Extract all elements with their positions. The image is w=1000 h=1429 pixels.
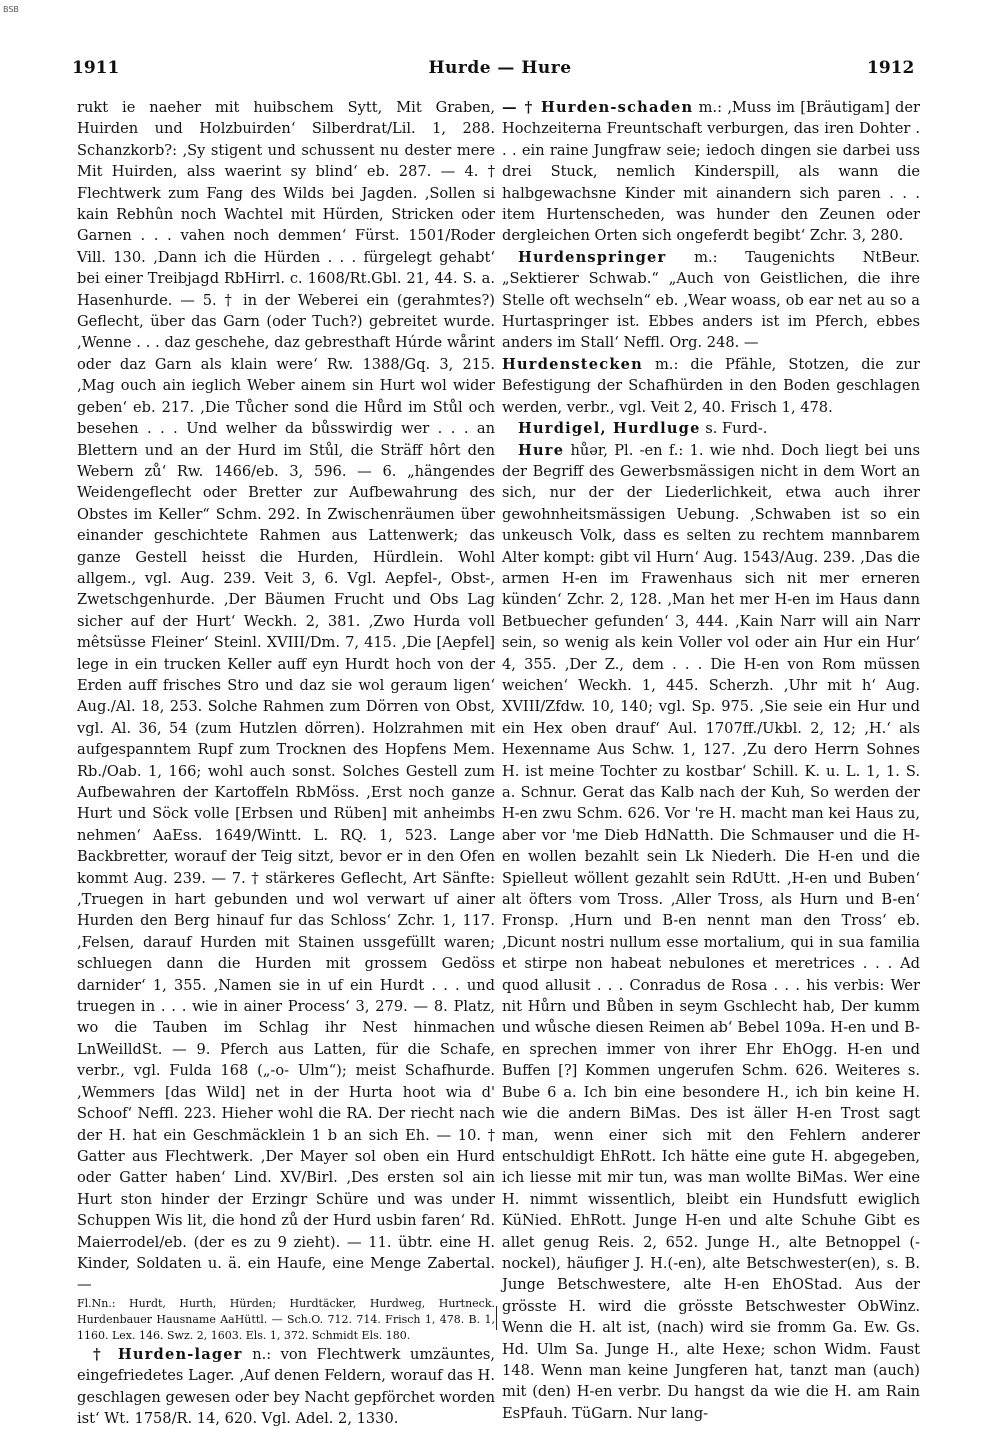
- entry-text: hůər, Pl. -en f.: 1. wie nhd. Doch liegt bei uns der Begriff des Gewerbsmässigen nicht in dem Wort an sich, nur der der Liederlichkeit, etwa auch ihrer gewohnheitsmässigen Uebung. ‚Schwaben ist so ein unkeusch Volk, dass es selten zu rechtem mannbarem Alter kompt: gibt vil Hurn‘ Aug. 1543/Aug. 239. ‚Das die armen H-en im Frawenhaus sich nit mer erneren künden‘ Zchr. 2, 128. ‚Man het mer H-en im Haus dann Betbuecher gefunden‘ 3, 444. ‚Kain Narr will ain Narr sein, so wenig als kein Voller vol oder ain Hur ein Hur‘ 4, 355. ‚Der Z., dem . . . Die H-en von Rom müssen weichen‘ Weckh. 1, 445. Scherzh. ‚Uhr mit h‘ Aug. XVIII/Zfdw. 10, 140; vgl. Sp. 975. ‚Sie seie ein Hur und ein Hex oben drauf‘ Aul. 1707ff./Ukbl. 2, 12; ‚H.‘ als Hexenname Aus Schw. 1, 127. ‚Zu dero Herrn Sohnes H. ist meine Tochter zu kostbar‘ Schill. K. u. L. 1, 1. S. a. Schnur. Gerat das Kalb nach der Kuh, So werden der H-en zwu Schm. 626. Vor 're H. macht man kei Haus zu, aber vor 'me Dieb HdNatth. Die Schmauser und die H-en wollen bezahlt sein Lk Niederh. Die H-en und die Spielleut wöllent gezahlt sein RdUtt. ‚H-en und Buben‘ alt öfters vom Tross. ‚Aller Tross, als Hurn und B-en‘ Fronsp. ‚Hurn und B-en nennt man den Tross‘ eb. ‚Dicunt nostri nullum esse mortalium, qui in sua familia et stirpe non habeat nebulones et meretrices . . . Ad quod allusit . . . Conradus de Rosa . . . his verbis: Wer nit Hůrn und Bůben in seym Gschlecht hab, Der kumm und wůsche diesen Reimen ab‘ Bebel 109a. H-en und B-en sprechen immer von ihrer Ehr EhOgg. H-en und Buffen [?] Kommen ungerufen Schm. 626. Weiteres s. Bube 6 a. Ich bin eine besondere H., ich bin keine H. wie die andern BiMas. Des ist äller H-en Trost sagt man, wenn einer sich mit den Fehlern anderer entschuldigt EhRott. Ich hätte eine gute H. abgegeben, ich liesse mit mir tun, was man wollte BiMas. Wer eine H. nimmt wissentlich, bleibt ein Hundsfutt ewiglich KüNied. EhRott. Junge H-en und alte Schuhe Gibt es allet genug Reis. 2, 652. Junge H., alte Betnoppel (-nockel), häufiger J. H.(-en), alte Betschwester(en), s. B. Junge Betschwestere, alte H-en EhOStad. Aus der grösste H. wird die grösste Betschwester ObWinz. Wenn die H. alt ist, (nach) wird sie fromm Ga. Ew. Gs. Hd. Ulm Sa. Junge H., alte Hexe; schon Widm. Faust 148. Wenn man keine Jungferen hat, tanzt man (auch) mit (den) H-en verbr. Du hangst da wie die H. am Rain EsPfauh. TüGarn. Nur lang-: [502, 441, 920, 1422]
- entry-hurden-lager: [77, 1344, 495, 1429]
- headword: — † Hurden-schaden: [502, 99, 694, 116]
- headword: Hurdenstecken: [502, 355, 643, 373]
- entry-hurden-schaden: [502, 97, 920, 247]
- headword: Hurdigel, Hurdluge: [518, 420, 701, 438]
- field-names-references: Fl.Nn.: Hurdt, Hurth, Hürden; Hurdtäcker, Hurdweg, Hurtneck. Hurdenbauer Hausname AaHüttl. — Sch.O. 712. 714. Frisch 1, 478. B. 1, 1160. Lex. 146. Swz. 2, 1603. Els. 1, 372. Schmidt Els. 180.: [77, 1296, 495, 1342]
- entry-text: n.: von Flechtwerk umzäuntes, eingefriedetes Lager. ‚Auf denen Feldern, worauf das H. geschlagen gewesen oder bey Nacht gepförchet worden ist‘ Wt. 1758/R. 14, 620. Vgl. Adel. 2, 1330.: [77, 1345, 495, 1427]
- page-number-right: 1912: [867, 58, 915, 78]
- headword: Hure: [518, 441, 565, 459]
- left-column: [77, 97, 495, 1427]
- entry-text: m.: ‚Muss im [Bräutigam] der Hochzeiterna Freuntschaft verburgen, das iren Dohter . . . ein raine Jungfraw seie; iedoch dingen sie darbei uss drei Stuck, nemlich Kinderspill, als wann die halbgewachsne Kinder mit ainandern sich paren . . . item Hurtenscheden, was hunder den Zeunen oder dergleichen Orten sich ongeferdt begibt‘ Zchr. 3, 280.: [502, 99, 921, 245]
- entry-hurdenspringer: [502, 247, 920, 354]
- running-title: Hurde — Hure: [428, 58, 572, 78]
- entry-hurdigel: [502, 418, 920, 439]
- entry-hure: [502, 440, 920, 1425]
- headword: Hurdenspringer: [518, 248, 667, 266]
- entry-hurdenstecken: [502, 354, 920, 418]
- headword: † Hurden-lager: [93, 1345, 243, 1363]
- right-column: [502, 97, 921, 1422]
- entry-text: m.: die Pfähle, Stotzen, die zur Befestigung der Schafhürden in den Boden geschlagen werden, verbr., vgl. Veit 2, 40. Frisch 1, 478.: [502, 355, 920, 416]
- library-stamp: BSB: [3, 5, 19, 14]
- page-number-left: 1911: [72, 58, 120, 78]
- page-header: [0, 58, 1000, 82]
- entry-hurde-continued: rukt ie naeher mit huibschem Sytt, Mit Graben, Huirden und Holzbuirden‘ Silberdrat/Lil. 1, 288. Schanzkorb?: ‚Sy stigent und schussent nu dester mere Mit Huirden, alss waerint sy blind‘ eb. 287. — 4. † Flechtwerk zum Fang des Wilds bei Jagden. ‚Sollen si kain Rebhûn noch Wachtel mit Hürden, Stricken oder Garnen . . . vahen noch demmen‘ Fürst. 1501/Roder Vill. 130. ‚Dann ich die Hürden . . . fürgelegt gehabt‘ bei einer Treibjagd RbHirrl. c. 1608/Rt.Gbl. 21, 44. S. a. Hasenhurde. — 5. † in der Weberei ein (gerahmtes?) Geflecht, über das Garn (oder Tuch?) gebreitet wurde. ‚Wenne . . . daz geschehe, daz gebresthaft Húrde wårint oder daz Garn als klain were‘ Rw. 1388/Gq. 3, 215. ‚Mag ouch ain ieglich Weber ainem sin Hurt wol wider geben‘ eb. 217. ‚Die Tůcher sond die Hůrd im Stůl och besehen . . . Und welher da bůsswirdig wer . . . an Blettern und an der Hurd im Stůl, die Sträff hôrt den Webern zů‘ Rw. 1466/eb. 3, 596. — 6. „hängendes Weidengeflecht oder Bretter zur Aufbewahrung des Obstes im Keller“ Schm. 292. In Zwischenräumen über einander geschichtete Rahmen aus Lattenwerk; das ganze Gestell heisst die Hurden, Hürdlein. Wohl allgem., vgl. Aug. 239. Veit 3, 6. Vgl. Aepfel-, Obst-, Zwetschgenhurde. ‚Der Bäumen Frucht und Obs Lag sicher auf der Hurt‘ Weckh. 2, 381. ‚Zwo Hurda voll mêtsüsse Fleiner‘ Steinl. XVIII/Dm. 7, 415. ‚Die [Aepfel] lege in ein trucken Keller auff eyn Hurdt hoch von der Erden auff frisches Stro und daz sie wol geraum ligen‘ Aug./Al. 18, 253. Solche Rahmen zum Dörren von Obst, vgl. Al. 36, 54 (zum Hutzlen dörren). Holzrahmen mit aufgespanntem Rupf zum Trocknen des Hopfens Mem. Rb./Oab. 1, 166; wohl auch sonst. Solches Gestell zum Aufbewahren der Kartoffeln RbMöss. ‚Erst noch ganze Hurt und Söck volle [Erbsen und Rüben] mit anheimbs nehmen‘ AaEss. 1649/Wintt. L. RQ. 1, 523. Lange Backbretter, worauf der Teig sitzt, bevor er in den Ofen kommt Aug. 239. — 7. † stärkeres Geflecht, Art Sänfte: ‚Truegen in hart gebunden und wol verwart uf ainer Hurden den Berg hinauf fur das Schloss‘ Zchr. 1, 117. ‚Felsen, darauf Hurden mit Stainen ussgefüllt waren; schluegen dann die Hurden mit grossem Gedöss darnider‘ 1, 355. ‚Namen sie in uf ein Hurdt . . . und truegen in . . . wie in ainer Process‘ 3, 279. — 8. Platz, wo die Tauben im Schlag ihr Nest hinmachen LnWeilldSt. — 9. Pferch aus Latten, für die Schafe, verbr., vgl. Fulda 168 („-o- Ulm“); meist Schafhurde. ‚Wemmers [das Wild] net in der Hurta hoot wia d' Schoof‘ Neffl. 223. Hieher wohl die RA. Der riecht nach der H. hat ein Geschmäcklein 1 b an sich Eh. — 10. † Gatter aus Flechtwerk. ‚Der Mayer sol oben ein Hurd oder Gatter haben‘ Lind. XV/Birl. ‚Des ersten sol ain Hurt ston hinder der Erzingr Schüre und was under Schuppen Wis lit, die hond zů der Hurd usbin faren‘ Rd. Maierrodel/eb. (der es zu 9 zieht). — 11. übtr. eine H. Kinder, Soldaten u. ä. ein Haufe, eine Menge Zabertal. —: [77, 99, 495, 1294]
- column-divider: [496, 1306, 497, 1330]
- entry-text: s. Furd-.: [700, 420, 768, 438]
- entry-text: m.: Taugenichts NtBeur. „Sektierer Schwab.“ „Auch von Geistlichen, die ihre Stelle oft wechseln“ eb. ‚Wear woass, ob ear net au so a Hurtaspringer ist. Ebbes anders ist im Pferch, ebbes anders im Stall‘ Neffl. Org. 248. —: [502, 248, 920, 352]
